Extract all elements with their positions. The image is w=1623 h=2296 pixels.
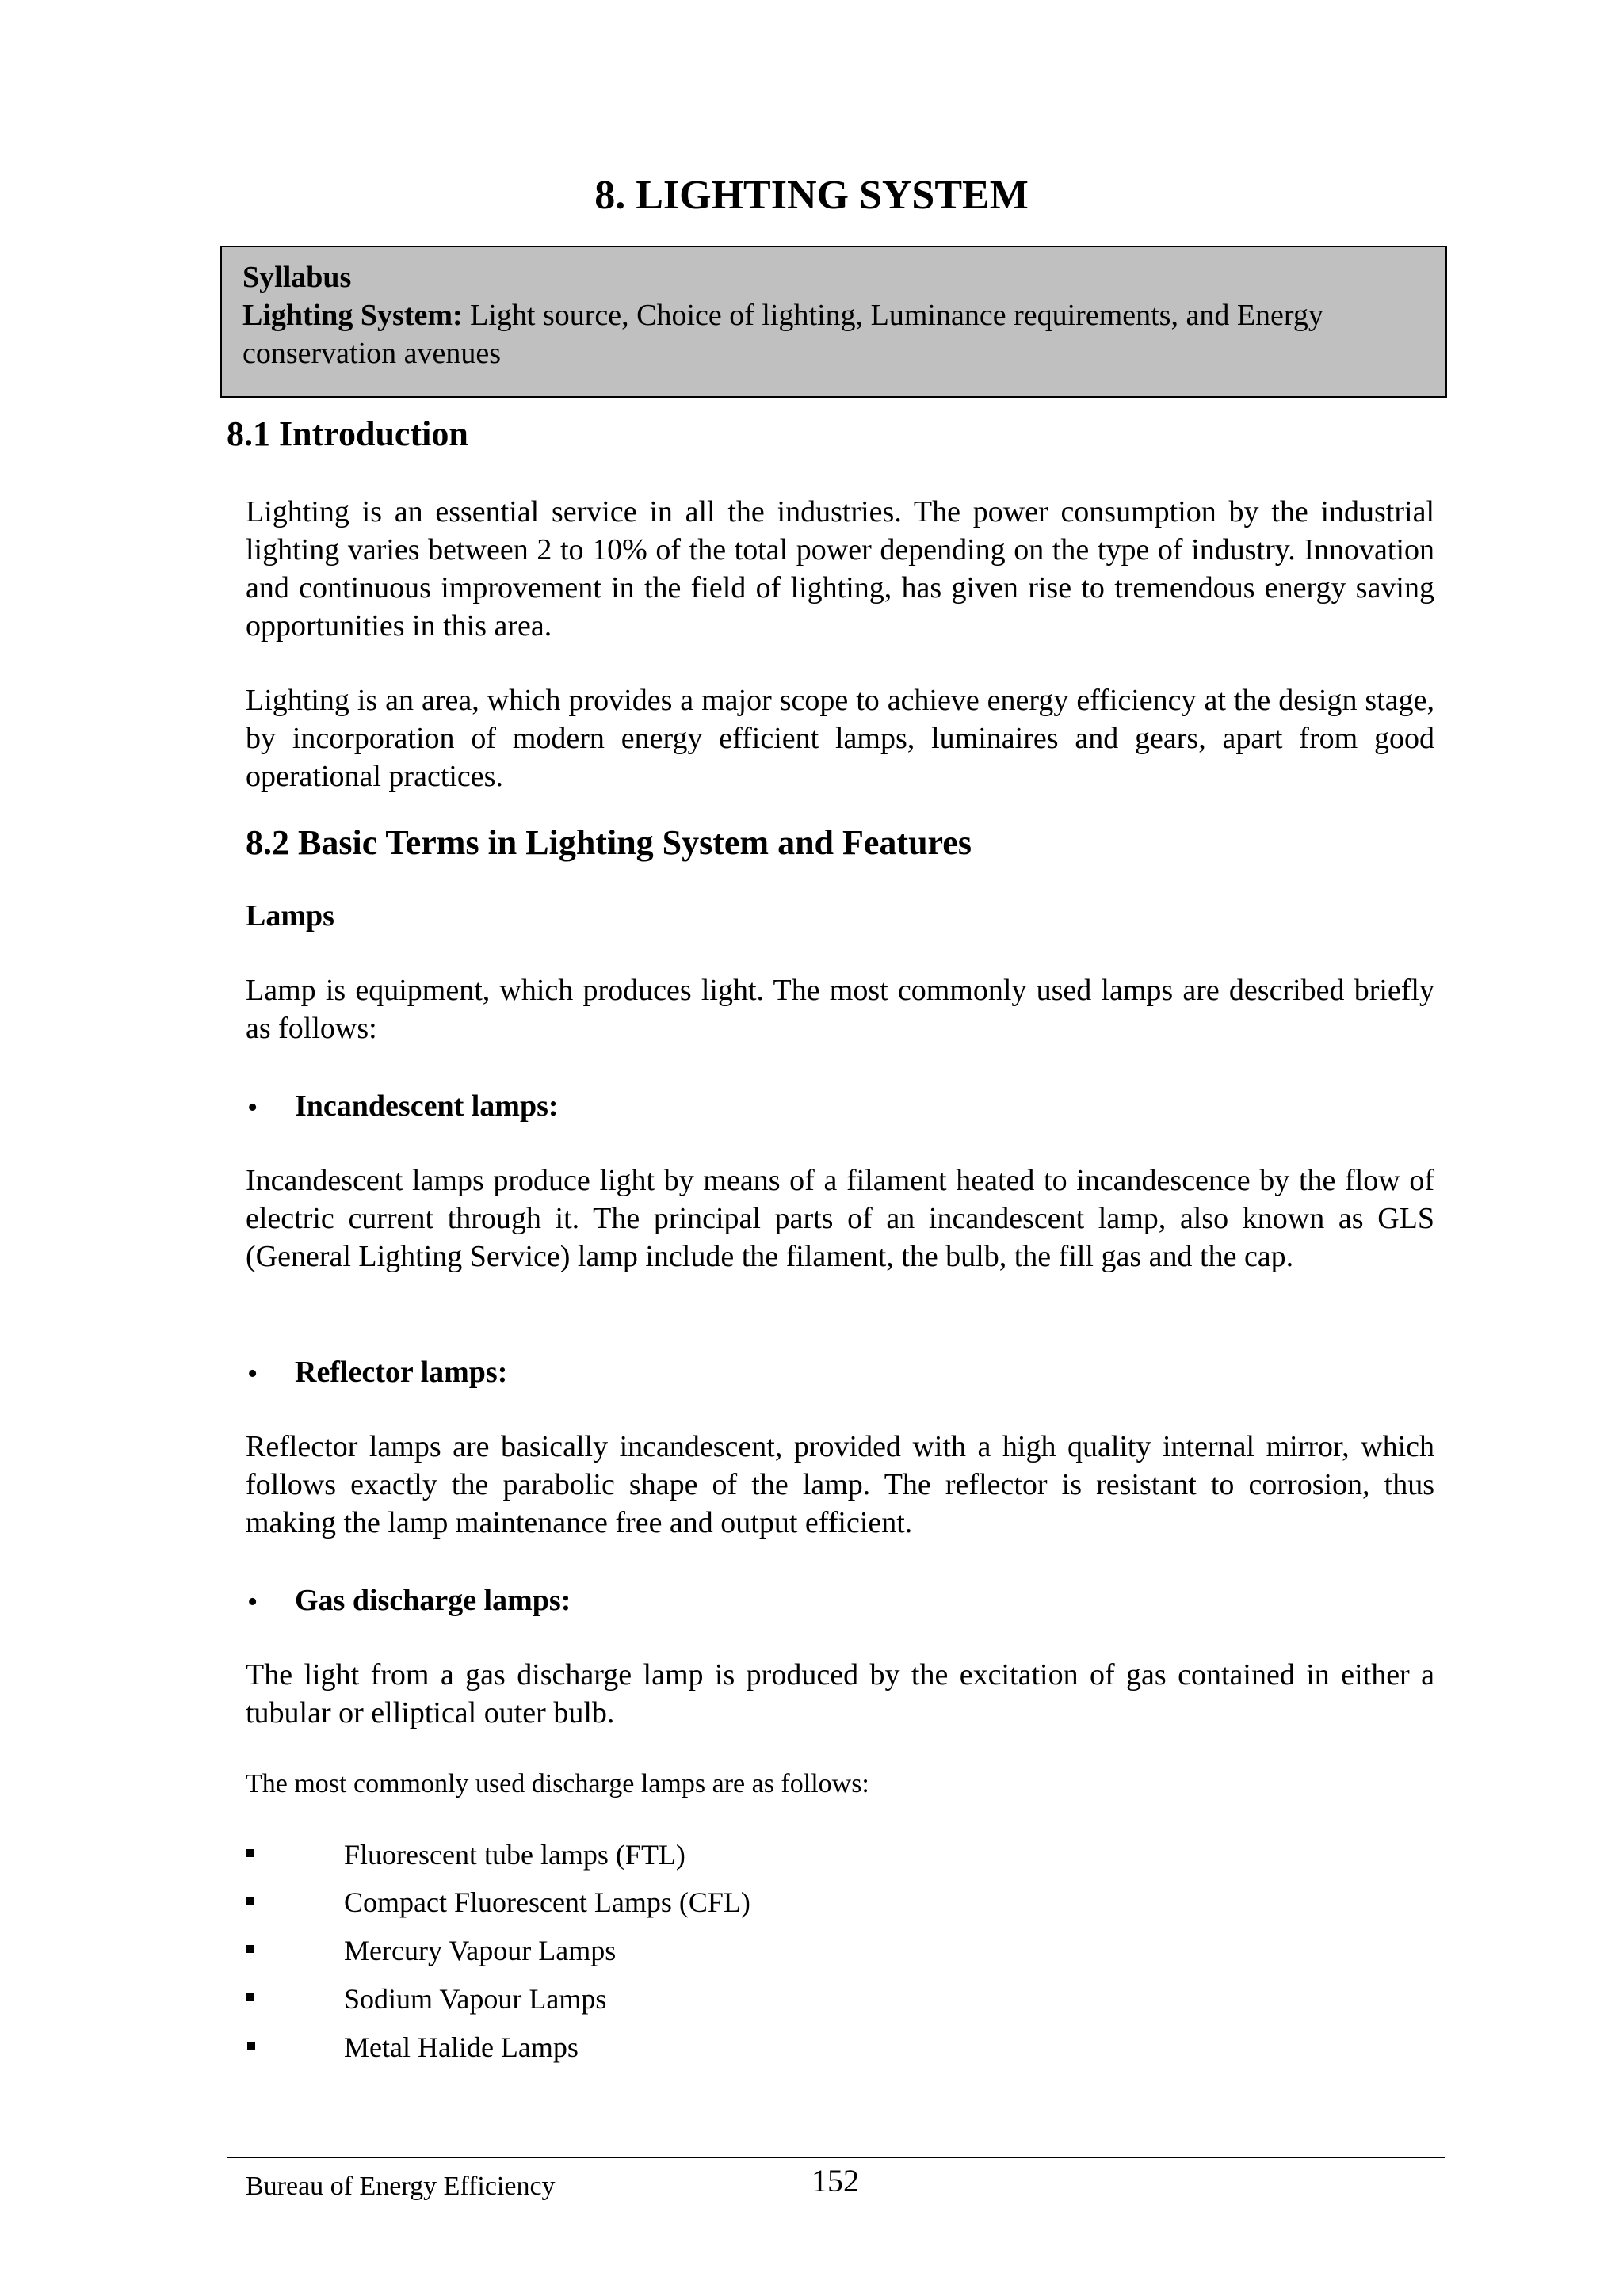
reflector-paragraph: Reflector lamps are basically incandescent, provided with a high quality internal mirror, which follows exactly the parabolic shape of the lamp. The reflector is resistant to corrosion, thus making the lamp maintenance free and output efficient.: [246, 1430, 1434, 1539]
syllabus-label: Lighting System:: [242, 299, 463, 332]
footer-divider: [227, 2157, 1445, 2158]
square-bullet: [246, 1849, 254, 1857]
syllabus-content: [242, 258, 1425, 372]
lamps-paragraph: Lamp is equipment, which produces light. The most commonly used lamps are described briefly as follows:: [246, 974, 1434, 1045]
square-bullet: [247, 2042, 255, 2050]
subheading-lamps: Lamps: [246, 899, 334, 933]
chapter-title: 8. LIGHTING SYSTEM: [594, 173, 1029, 218]
list-item: Metal Halide Lamps: [344, 2031, 579, 2063]
syllabus-description: Light source, Choice of lighting, Luminance requirements, and Energy conservation avenues: [242, 299, 1323, 370]
intro-paragraph-1: Lighting is an essential service in all the industries. The power consumption by the industrial lighting varies between 2 to 10% of the total power depending on the type of industry. Innovation and continuous improvement in the field of lighting, has given rise to tremendous energy saving opportunities in this area.: [246, 495, 1434, 643]
square-bullet: [246, 1993, 254, 2001]
section-heading-basic-terms: 8.2 Basic Terms in Lighting System and Features: [246, 823, 972, 862]
syllabus-heading: Syllabus: [242, 261, 352, 294]
square-bullet: [246, 1945, 254, 1953]
square-bullet: [246, 1897, 254, 1905]
reflector-label: Reflector lamps:: [295, 1356, 508, 1389]
bullet-reflector: •: [247, 1357, 258, 1390]
list-item: Fluorescent tube lamps (FTL): [344, 1839, 685, 1871]
list-item: Mercury Vapour Lamps: [344, 1935, 617, 1966]
syllabus-box: [220, 246, 1447, 398]
page-number: 152: [812, 2163, 859, 2199]
gas-discharge-paragraph: The light from a gas discharge lamp is produced by the excitation of gas contained in either a tubular or elliptical outer bulb.: [246, 1658, 1434, 1730]
gas-discharge-label: Gas discharge lamps:: [295, 1584, 571, 1617]
section-heading-introduction: 8.1 Introduction: [227, 414, 468, 453]
bullet-incandescent: •: [247, 1091, 258, 1124]
bullet-gas-discharge: •: [247, 1585, 258, 1619]
incandescent-paragraph: Incandescent lamps produce light by means of a filament heated to incandescence by the flow of electric current through it. The principal parts of an incandescent lamp, also known as GLS (General Lighting Service) lamp include the filament, the bulb, the fill gas and the cap.: [246, 1164, 1434, 1273]
intro-paragraph-2: Lighting is an area, which provides a major scope to achieve energy efficiency at the design stage, by incorporation of modern energy efficient lamps, luminaires and gears, apart from good operational practices.: [246, 684, 1434, 793]
syllabus-text: [242, 296, 1425, 372]
footer-organization: Bureau of Energy Efficiency: [246, 2172, 556, 2201]
list-item: Compact Fluorescent Lamps (CFL): [344, 1886, 750, 1918]
discharge-intro: The most commonly used discharge lamps are as follows:: [246, 1769, 869, 1798]
incandescent-label: Incandescent lamps:: [295, 1089, 559, 1123]
list-item: Sodium Vapour Lamps: [344, 1983, 607, 2015]
